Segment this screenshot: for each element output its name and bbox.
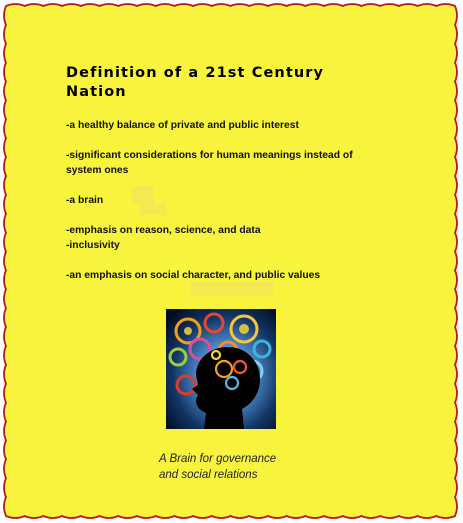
caption-line: A Brain for governance bbox=[159, 453, 277, 465]
page-title: Definition of a 21st Century Nation bbox=[66, 65, 325, 100]
brain-head-silhouette-icon bbox=[166, 309, 276, 429]
list-item: -significant considerations for human meanings instead of system ones bbox=[66, 150, 353, 176]
image-caption bbox=[159, 451, 276, 483]
list-item: -inclusivity bbox=[66, 240, 120, 251]
list-item: -an emphasis on social character, and public values bbox=[66, 270, 321, 281]
highlight-mark bbox=[190, 281, 274, 296]
list-item: -emphasis on reason, science, and data bbox=[66, 225, 261, 236]
list-item: -a healthy balance of private and public interest bbox=[66, 120, 299, 131]
list-item: -a brain bbox=[66, 195, 104, 206]
caption-line: and social relations bbox=[159, 469, 258, 481]
